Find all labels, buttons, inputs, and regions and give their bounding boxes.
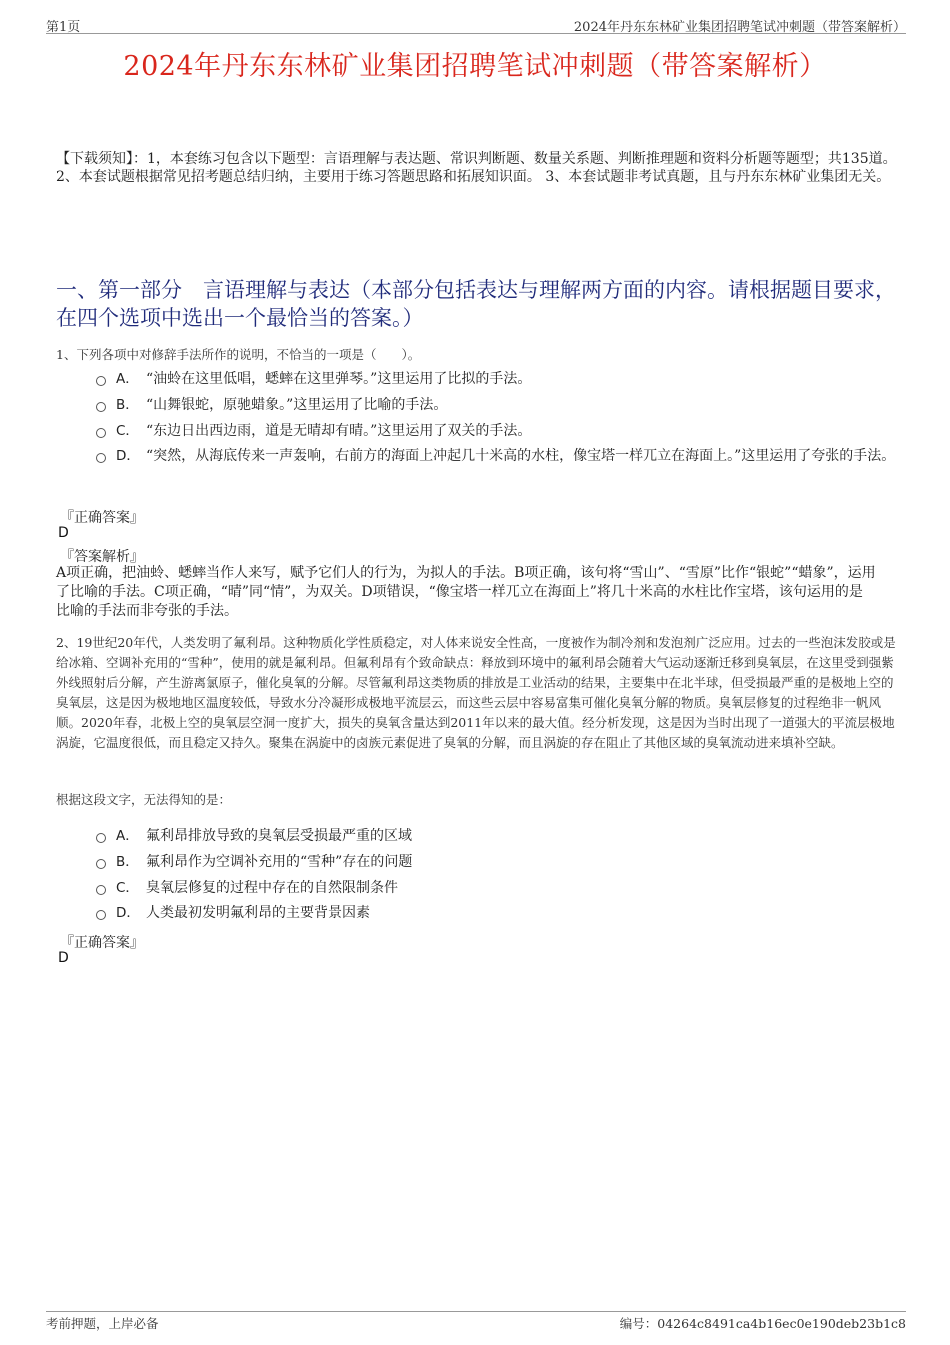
footer-divider <box>46 1311 906 1312</box>
question-1-answer: D <box>58 525 69 541</box>
option-letter: C． <box>116 423 139 439</box>
radio-icon[interactable] <box>96 402 106 412</box>
question-2-answer-label: 『正确答案』 <box>60 935 144 951</box>
footer-serial-number: 编号：04264c8491ca4b16ec0e190deb23b1c8 <box>619 1316 906 1331</box>
option-letter: A． <box>116 371 139 387</box>
footer-slogan: 考前押题，上岸必备 <box>46 1316 159 1331</box>
radio-icon[interactable] <box>96 428 106 438</box>
option-text: 臭氧层修复的过程中存在的自然限制条件 <box>146 880 398 896</box>
option-letter: C． <box>116 880 139 896</box>
page-title: 2024年丹东东林矿业集团招聘笔试冲刺题（带答案解析） <box>123 51 827 82</box>
option-text: “突然，从海底传来一声轰响，右前方的海面上冲起几十米高的水柱，像宝塔一样兀立在海面上。”这里运用了夸张的手法。 <box>146 448 896 464</box>
question-1-answer-label: 『正确答案』 <box>60 510 144 526</box>
question-1-option-a[interactable] <box>96 369 896 390</box>
question-2-answer: D <box>58 950 69 966</box>
download-notice: 【下载须知】：1，本套练习包含以下题型：言语理解与表达题、常识判断题、数量关系题、判断推理题和资料分析题等题型；共135道。 2、本套试题根据常见招考题总结归纳，主要用于练习答题思路和拓展知识面。 3、本套试题非考试真题，且与丹东东林矿业集团无关。 <box>56 151 897 185</box>
option-text: 人类最初发明氟利昂的主要背景因素 <box>146 905 370 921</box>
question-1-option-c[interactable] <box>96 421 896 442</box>
radio-icon[interactable] <box>96 859 106 869</box>
option-letter: B． <box>116 854 139 870</box>
question-2-stem: 2、19世纪20年代，人类发明了氟利昂。这种物质化学性质稳定，对人体来说安全性高，一度被作为制冷剂和发泡剂广泛应用。过去的一些泡沫发胶或是给冰箱、空调补充用的“雪种”，使用的就是氟利昂。但氟利昂有个致命缺点：释放到环境中的氟利昂会随着大气运动逐渐迁移到臭氧层，在这里受到强紫外线照射后分解，产生游离氯原子，催化臭氧的分解。尽管氟利昂这类物质的排放是工业活动的结果，主要集中在北半球，但受损最严重的是极地上空的臭氧层，这是因为极地地区温度较低，导致水分冷凝形成极地平流层云，而这些云层中容易富集可催化臭氧分解的物质。臭氧层修复的过程绝非一帆风顺。2020年春，北极上空的臭氧层空洞一度扩大，损失的臭氧含量达到2011年以来的最大值。经分析发现，这是因为当时出现了一道强大的平流层极地涡旋，它温度很低，而且稳定又持久。聚集在涡旋中的卤族元素促进了臭氧的分解，而且涡旋的存在阻止了其他区域的臭氧流动进来填补空缺。 <box>56 635 896 750</box>
option-letter: A． <box>116 828 139 844</box>
option-letter: D． <box>116 905 140 921</box>
option-text: 氟利昂排放导致的臭氧层受损最严重的区域 <box>146 828 412 844</box>
question-2-option-d[interactable] <box>96 903 896 924</box>
page-number: 第1页 <box>46 20 81 35</box>
radio-icon[interactable] <box>96 885 106 895</box>
section-heading: 一、第一部分 言语理解与表达（本部分包括表达与理解两方面的内容。请根据题目要求，在四个选项中选出一个最恰当的答案。） <box>56 278 896 330</box>
question-2-option-b[interactable] <box>96 852 896 873</box>
option-text: “东边日出西边雨，道是无晴却有晴。”这里运用了双关的手法。 <box>146 423 532 439</box>
question-1-option-b[interactable] <box>96 395 896 416</box>
header-divider <box>46 33 906 34</box>
question-2-option-c[interactable] <box>96 878 896 899</box>
question-1-analysis-label: 『答案解析』 <box>60 549 144 565</box>
radio-icon[interactable] <box>96 910 106 920</box>
option-text: 氟利昂作为空调补充用的“雪种”存在的问题 <box>146 854 413 870</box>
question-2-prompt: 根据这段文字，无法得知的是： <box>56 792 232 807</box>
radio-icon[interactable] <box>96 376 106 386</box>
option-text: “油蛉在这里低唱，蟋蟀在这里弹琴。”这里运用了比拟的手法。 <box>146 371 532 387</box>
question-1-analysis: A项正确，把油蛉、蟋蟀当作人来写，赋予它们人的行为，为拟人的手法。B项正确，该句将“雪山”、“雪原”比作“银蛇”“蜡象”，运用了比喻的手法。C项正确，“晴”同“情”，为双关。D项错误，“像宝塔一样兀立在海面上”将几十米高的水柱比作宝塔，该句运用的是比喻的手法而非夸张的手法。 <box>56 565 876 619</box>
option-letter: B． <box>116 397 139 413</box>
option-letter: D． <box>116 448 140 464</box>
question-1-stem: 1、下列各项中对修辞手法所作的说明，不恰当的一项是（ ）。 <box>56 347 421 362</box>
radio-icon[interactable] <box>96 833 106 843</box>
radio-icon[interactable] <box>96 453 106 463</box>
header-doc-title: 2024年丹东东林矿业集团招聘笔试冲刺题（带答案解析） <box>573 20 906 35</box>
question-1-option-d[interactable] <box>96 446 896 467</box>
question-2-option-a[interactable] <box>96 826 896 847</box>
option-text: “山舞银蛇，原驰蜡象。”这里运用了比喻的手法。 <box>146 397 448 413</box>
